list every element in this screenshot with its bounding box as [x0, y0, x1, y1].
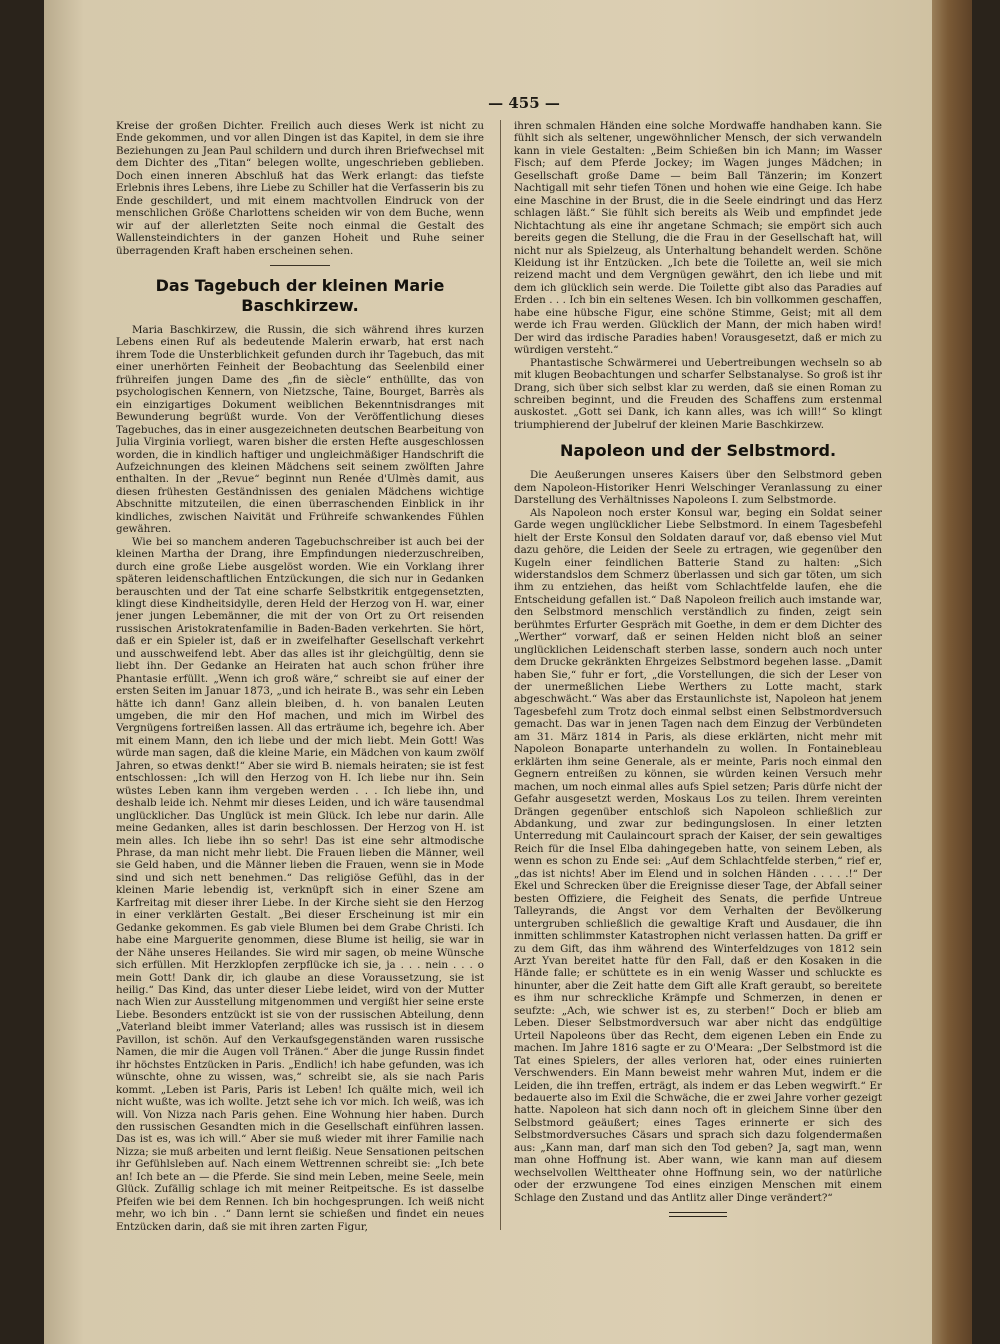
article-paragraph: Wie bei so manchem anderen Tagebuchschreiber ist auch bei der kleinen Martha der Drang, ihre Empfindungen niederzuschreiben, durch eine große Liebe ausgelöst worden. Wie ein Vorklang ihrer späteren leidenschaftlichen Entzückungen, die sich nur in Gedanken berauschten und der Tat eine scharfe Selbstkritik entgegensetzten, klingt diese Kindheitsidylle, deren Held der Herzog von H. war, einer jener jungen Lebemänner, die mit der von Ort zu Ort reisenden russischen Aristokratenfamilie in Baden-Baden verkehrten. Sie hört, daß er ein Spieler ist, daß er in zweifelhafter Gesellschaft verkehrt und ausschweifend lebt. Aber das alles ist ihr gleichgültig, denn sie liebt ihn. Der Gedanke an Heiraten hat auch schon früher ihre Phantasie erfüllt. „Wenn ich groß wäre,“ schreibt sie auf einer der ersten Seiten im Januar 1873, „und ich heirate B., was sehr ein Leben hätte ich dann! Ganz allein bleiben, d. h. von banalen Leuten umgeben, die mir den Hof machen, und mich im Wirbel des Vergnügens fortreißen lassen. All das erträume ich, begehre ich. Aber mit einem Mann, den ich liebe und der mich liebt. Mein Gott! Was würde man sagen, daß die kleine Marie, ein Mädchen von kaum zwölf Jahren, so etwas denkt!“ Aber sie wird B. niemals heiraten; sie ist fest entschlossen: „Ich will den Herzog von H. Ich liebe nur ihn. Sein wüstes Leben kann ihm vergeben werden . . . Ich liebe ihn, und deshalb leide ich. Nehmt mir dieses Leiden, und ich wäre tausendmal unglücklicher. Das Unglück ist mein Glück. Ich lebe nur darin. Alle meine Gedanken, alles ist darin beschlossen. Der Herzog von H. ist mein alles. Ich liebe ihn so sehr! Das ist eine sehr altmodische Phrase, da man nicht mehr liebt. Die Frauen lieben die Männer, weil sie Geld haben, und die Männer lieben die Frauen, wenn sie in Mode sind und sich nett benehmen.“ Das religiöse Gefühl, das in der kleinen Marie lebendig ist, verknüpft sich in einer Szene am Karfreitag mit dieser ihrer Liebe. In der Kirche sieht sie den Herzog in einer verklärten Gestalt. „Bei dieser Erscheinung ist mir ein Gedanke gekommen. Es gab viele Blumen bei dem Grabe Christi. Ich habe eine Marguerite genommen, diese Blume ist heilig, sie war in der Nähe unseres Heilandes. Sie wird mir sagen, ob meine Wünsche sich erfüllen. Mit Herzklopfen zerpflücke ich sie, ja . . . nein . . . o mein Gott! Dank dir, ich glaube an diese Voraussetzung, sie ist heilig.“ Das Kind, das unter dieser Liebe leidet, wird von der Mutter nach Wien zur Ausstellung mitgenommen und vergißt hier seine erste Liebe. Besonders entzückt ist sie von der russischen Abteilung, denn „Vaterland bleibt immer Vaterland; alles was russisch ist in diesem Pavillon, ist schön. Auf den Verkaufsgegenständen waren russische Namen, die mir die Augen voll Tränen.“ Aber die junge Russin findet ihr höchstes Entzücken in Paris. „Endlich! ich habe gefunden, was ich wünschte, ohne zu wissen, was,“ schreibt sie, als sie nach Paris kommt. „Leben ist Paris, Paris ist Leben! Ich quälte mich, weil ich nicht wußte, was ich wollte. Jetzt sehe ich vor mich. Ich weiß, was ich will. Von Nizza nach Paris gehen. Eine Wohnung hier haben. Durch den russischen Gesandten mich in die Gesellschaft einführen lassen. Das ist es, was ich will.“ Aber sie muß wieder mit ihrer Familie nach Nizza; sie muß arbeiten und lernt fleißig. Neue Sensationen peitschen ihr Gefühlsleben auf. Nach einem Wettrennen schreibt sie: „Ich bete an! Ich bete an — die Pferde. Sie sind mein Leben, meine Seele, mein Glück. Zufällig schlage ich mit meiner Reitpeitsche. Es ist dasselbe Pfeifen wie bei dem Rennen. Ich bin hochgesprungen. Ich weiß nicht mehr, wo ich bin . .“ Dann lernt sie schießen und findet ein neues Entzücken darin, daß sie mit ihren zarten Figur, [116, 535, 484, 1233]
intro-paragraph: Kreise der großen Dichter. Freilich auch dieses Werk ist nicht zu Ende gekommen, und vor allen Dingen ist das Kapitel, in dem sie ihre Beziehungen zu Jean Paul schildern und durch ihren Briefwechsel mit dem Dichter des „Titan“ belegen wollte, ungeschrieben geblieben. Doch einen inneren Abschluß hat das Werk erlangt: das tiefste Erlebnis ihres Lebens, ihre Liebe zu Schiller hat die Verfasserin bis zu Ende geschildert, und mit einem machtvollen Eindruck von der menschlichen Größe Charlottens scheiden wir von dem Buche, wenn wir auf der allerletzten Seite noch einmal die Gestalt des Wallensteindichters in der ganzen Hoheit und Ruhe seiner überragenden Kraft haben erscheinen sehen. [116, 120, 484, 257]
section-divider [270, 265, 330, 266]
article-paragraph: Maria Baschkirzew, die Russin, die sich während ihres kurzen Lebens einen Ruf als bedeutende Malerin erwarb, hat erst nach ihrem Tode die Unsterblichkeit gefunden durch ihr Tagebuch, das mit einer unerhörten Feinheit der Beobachtung das Seelenbild einer frühreifen jungen Dame des „fin de siècle“ enthüllte, das von psychologischen Kennern, von Nietzsche, Taine, Bourget, Barrès als ein einzigartiges Dokument weiblichen Bekenntnisdranges mit Bewunderung begrüßt wurde. Von der Veröffentlichung dieses Tagebuches, das in einer ausgezeichneten deutschen Bearbeitung von Julia Virginia vorliegt, waren bisher die ersten Hefte ausgeschlossen worden, die in kindlich haftiger und ungleichmäßiger Handschrift die Aufzeichnungen des kleinen Mädchens seit seinem zwölften Jahre enthalten. In der „Revue“ beginnt nun Renée d'Ulmès damit, aus diesen frühesten Geständnissen des genialen Mädchens wichtige Abschnitte mitzuteilen, die einen überraschenden Einblick in ihr kindliches, zwischen Naivität und Frühreife schwankendes Fühlen gewähren. [116, 323, 484, 536]
end-rule [669, 1212, 727, 1217]
right-column [514, 120, 882, 1300]
newspaper-page [44, 0, 972, 1344]
page-number: — 455 — [488, 94, 560, 112]
article-heading-baschkirzew: Das Tagebuch der kleinen Marie Baschkirzew. [155, 275, 445, 315]
article-paragraph: Als Napoleon noch erster Konsul war, beging ein Soldat seiner Garde wegen unglücklicher Liebe Selbstmord. In einem Tagesbefehl hielt der Erste Konsul den Soldaten darauf vor, daß ebenso viel Mut dazu gehöre, die Leiden der Seele zu ertragen, wie gegenüber den Kugeln einer feindlichen Batterie Stand zu halten: „Sich widerstandslos dem Schmerz überlassen und sich gar töten, um sich ihm zu entziehen, das heißt vom Schlachtfelde laufen, ehe die Entscheidung gefallen ist.“ Daß Napoleon freilich auch imstande war, den Selbstmord menschlich verständlich zu finden, zeigt sein berühmtes Erfurter Gespräch mit Goethe, in dem er dem Dichter des „Werther“ vorwarf, daß er seinen Helden nicht bloß an seiner unglücklichen Leidenschaft sterben lasse, sondern auch noch unter dem Drucke gekränkten Ehrgeizes Selbstmord begehen lasse. „Damit haben Sie,“ fuhr er fort, „die Vorstellungen, die sich der Leser von der unermeßlichen Liebe Werthers zu Lotte macht, stark abgeschwächt.“ Was aber das Erstaunlichste ist, Napoleon hat jenem Tagesbefehl zum Trotz doch einmal selbst einen Selbstmordversuch gemacht. Das war in jenen Tagen nach dem Einzug der Verbündeten am 31. März 1814 in Paris, als diese erklärten, nicht mehr mit Napoleon Bonaparte unterhandeln zu wollen. In Fontainebleau erklärten ihm seine Generale, als er meinte, Paris noch einmal den Gegnern entreißen zu können, sie würden keinen Versuch mehr machen, um noch einmal alles aufs Spiel setzen; Paris dürfe nicht der Gefahr ausgesetzt werden, Moskaus Los zu teilen. Ihrem vereinten Drängen gegenüber entschloß sich Napoleon schließlich zur Abdankung, und zwar zur bedingungslosen. In einer letzten Unterredung mit Caulaincourt sprach der Kaiser, der sein gewaltiges Reich für die Insel Elba dahingegeben hatte, von seinem Leben, als wenn es schon zu Ende sei: „Auf dem Schlachtfelde sterben,“ rief er, „das ist nichts! Aber im Elend und in solchen Händen . . . . .!“ Der Ekel und Schrecken über die Ereignisse dieser Tage, der Abfall seiner besten Offiziere, die Feigheit des Senats, die perfide Untreue Talleyrands, die Angst vor dem Verhalten der Bevölkerung untergruben schließlich die gewaltige Kraft und Ausdauer, die ihn inmitten schlimmster Katastrophen nicht verlassen hatten. Da griff er zu dem Gift, das ihm während des Winterfeldzuges von 1812 sein Arzt Yvan bereitet hatte für den Fall, daß er den Kosaken in die Hände falle; er schüttete es in ein wenig Wasser und schluckte es hinunter, aber die Zeit hatte dem Gift alle Kraft geraubt, so bereitete es ihm nur schreckliche Krämpfe und Schmerzen, in denen er seufzte: „Ach, wie schwer ist es, zu sterben!“ Doch er blieb am Leben. Dieser Selbstmordversuch war aber nicht das endgültige Urteil Napoleons über das Recht, dem eigenen Leben ein Ende zu machen. Im Jahre 1816 sagte er zu O'Meara: „Der Selbstmord ist die Tat eines Spielers, der alles verloren hat, oder eines ruinierten Verschwenders. Ein Mann beweist mehr wahren Mut, indem er die Leiden, die ihn treffen, erträgt, als indem er das Leben wegwirft.“ Er bedauerte also im Exil die Schwäche, die er zwei Jahre vorher gezeigt hatte. Napoleon hat sich dann noch oft in gleichem Sinne über den Selbstmord geäußert; eines Tages erinnerte er sich des Selbstmordversuches Cäsars und sprach sich dazu folgendermaßen aus: „Kann man, darf man sich den Tod geben? Ja, sagt man, wenn man ohne Hoffnung ist. Aber wann, wie kann man auf diesem wechselvollen Welttheater ohne Hoffnung sein, wo der natürliche oder der erzwungene Tod eines einzigen Menschen mit einem Schlage den Zustand und das Antlitz aller Dinge verändert?“ [514, 506, 882, 1204]
article-paragraph: Die Aeußerungen unseres Kaisers über den Selbstmord geben dem Napoleon-Historiker Henri Welschinger Veranlassung zu einer Darstellung des Verhältnisses Napoleons I. zum Selbstmorde. [514, 469, 882, 507]
article-heading-napoleon: Napoleon und der Selbstmord. [559, 441, 837, 461]
article-paragraph: ihren schmalen Händen eine solche Mordwaffe handhaben kann. Sie fühlt sich als seltener, ungewöhnlicher Mensch, der sich verwandeln kann in viele Gestalten: „Beim Schießen bin ich Mann; im Wasser Fisch; auf dem Pferde Jockey; im Wagen junges Mädchen; in Gesellschaft große Dame — beim Ball Tänzerin; im Konzert Nachtigall mit sehr tiefen Tönen und hohen wie eine Geige. Ich habe eine Maschine in der Brust, die in die Seele eindringt und das Herz schlagen läßt.“ Sie fühlt sich bereits als Weib und empfindet jede Nichtachtung als eine ihr angetane Schmach; sie empört sich auch bereits gegen die Stellung, die die Frau in der Gesellschaft hat, will nicht nur als Spielzeug, als Unterhaltung behandelt werden. Schöne Kleidung ist ihr Entzücken. „Ich bete die Toilette an, weil sie mich reizend macht und dem Vergnügen gewährt, den ich liebe und mit dem ich glücklich sein werde. Die Toilette gibt also das Paradies auf Erden . . . Ich bin ein seltenes Wesen. Ich bin vollkommen geschaffen, habe eine hübsche Figur, eine schöne Stimme, Geist; mit all dem werde ich Frau werden. Glücklich der Mann, der mich haben wird! Der wird das irdische Paradies haben! Vorausgesetzt, daß er mich zu würdigen versteht.“ [514, 120, 882, 357]
article-paragraph: Phantastische Schwärmerei und Uebertreibungen wechseln so ab mit klugen Beobachtungen und scharfer Selbstanalyse. So groß ist ihr Drang, sich über sich selbst klar zu werden, daß sie einen Roman zu schreiben beginnt, und die Freuden des Schaffens zum erstenmal auskostet. „Gott sei Dank, ich kann alles, was ich will!“ So klingt triumphierend der Jubelruf der kleinen Marie Baschkirzew. [514, 356, 882, 431]
column-divider [500, 120, 501, 1230]
book-spine [932, 0, 972, 1344]
left-column [116, 120, 484, 1300]
